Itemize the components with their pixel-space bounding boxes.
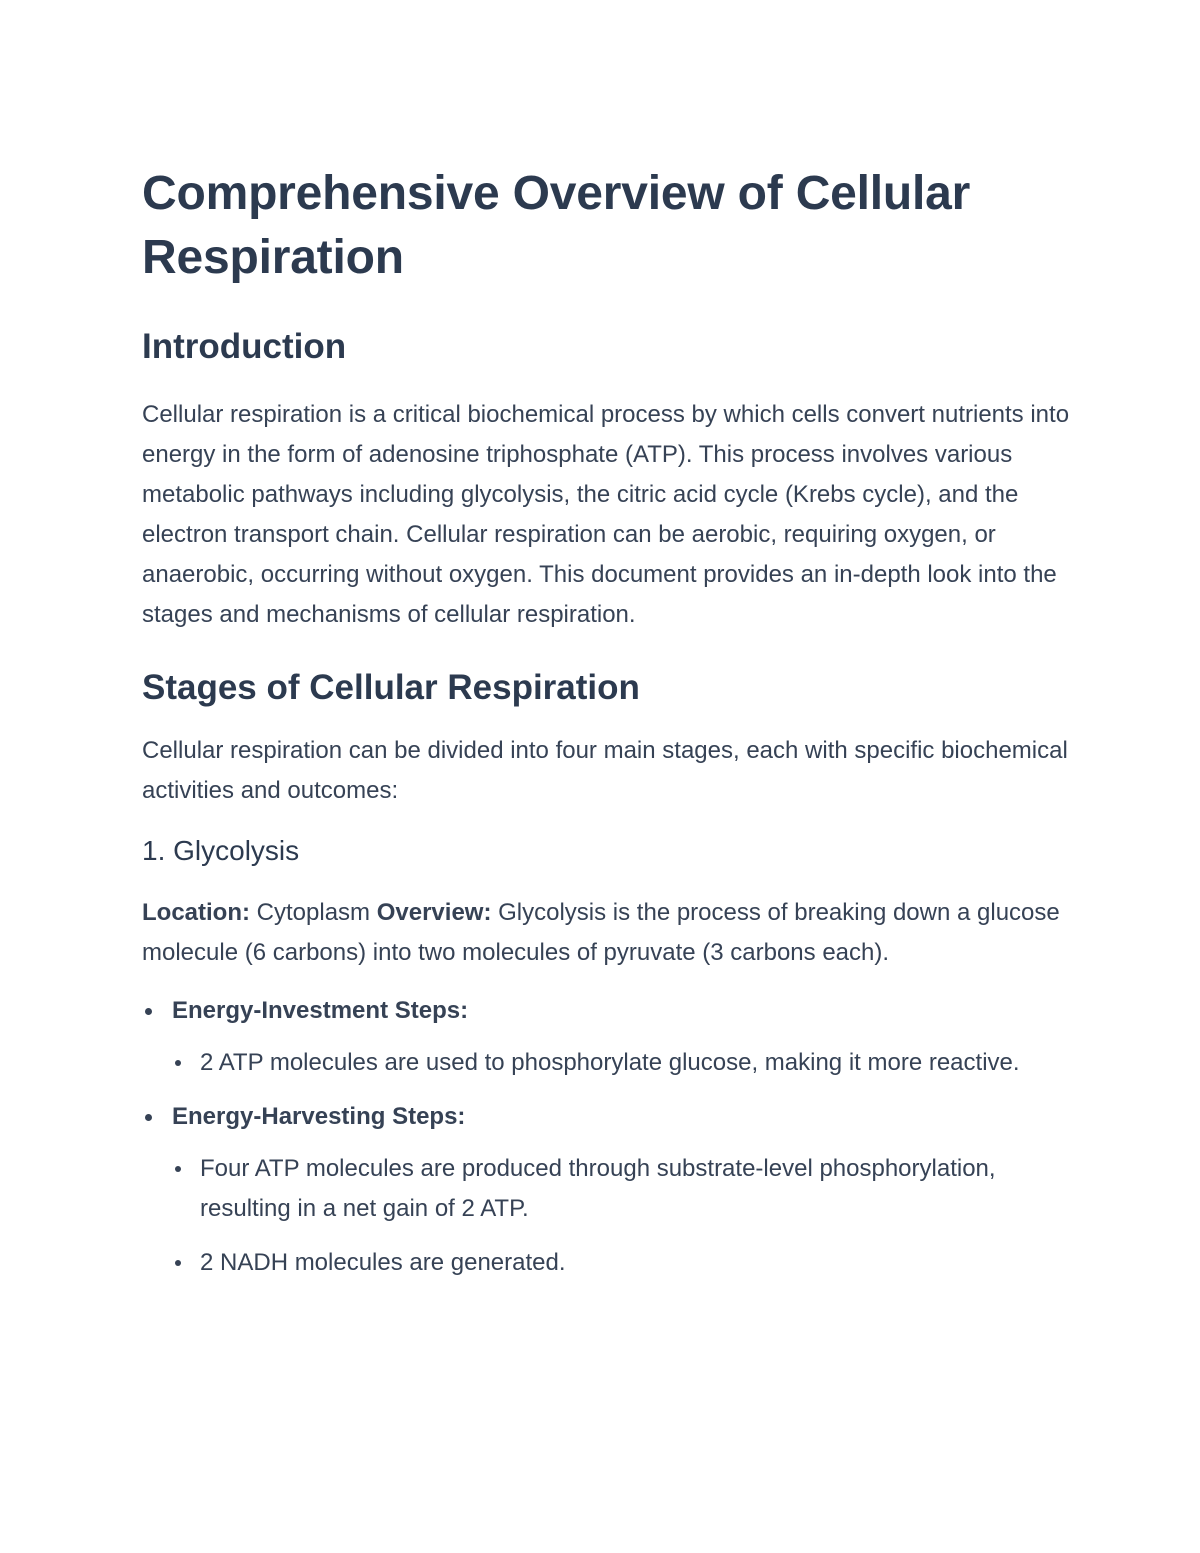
overview-label: Overview: [376, 899, 492, 926]
list-item-text: 2 ATP molecules are used to phosphorylate glucose, making it more reactive. [200, 1049, 1020, 1076]
list-item [172, 1243, 1072, 1283]
list-item-energy-harvesting [142, 1097, 1072, 1283]
energy-harvesting-label: Energy-Harvesting Steps: [172, 1103, 466, 1130]
introduction-paragraph: Cellular respiration is a critical biochemical process by which cells convert nutrients into energy in the form of adenosine triphosphate (ATP). This process involves various metabolic pathways including glycolysis, the citric acid cycle (Krebs cycle), and the electron transport chain. Cellular respiration can be aerobic, requiring oxygen, or anaerobic, occurring without oxygen. This document provides an in-depth look into the stages and mechanisms of cellular respiration. [142, 401, 1070, 628]
stages-paragraph: Cellular respiration can be divided into four main stages, each with specific biochemical activities and outcomes: [142, 737, 1068, 804]
subsection-heading-glycolysis: 1. Glycolysis [142, 835, 300, 866]
document-title: Comprehensive Overview of Cellular Respiration [142, 167, 971, 284]
glycolysis-summary-paragraph [142, 893, 1072, 973]
location-value: Cytoplasm [256, 899, 371, 926]
list-item-energy-investment [142, 991, 1072, 1083]
energy-investment-label: Energy-Investment Steps: [172, 997, 469, 1024]
list-item-text: 2 NADH molecules are generated. [200, 1249, 566, 1276]
bullet-icon [175, 1260, 181, 1266]
bullet-icon [175, 1060, 181, 1066]
document-page [142, 162, 1072, 1283]
overview-value: Glycolysis is the process of breaking down a glucose molecule (6 carbons) into two molecules of pyruvate (3 carbons each). [142, 899, 1060, 966]
list-item [172, 1149, 1072, 1229]
bullet-icon [175, 1166, 181, 1172]
glycolysis-steps-list [142, 991, 1072, 1283]
bullet-icon [145, 1008, 152, 1015]
section-heading-introduction: Introduction [142, 327, 347, 366]
section-heading-stages: Stages of Cellular Respiration [142, 668, 640, 707]
list-item [172, 1043, 1072, 1083]
energy-harvesting-sublist [172, 1149, 1072, 1283]
bullet-icon [145, 1114, 152, 1121]
list-item-text: Four ATP molecules are produced through substrate-level phosphorylation, resulting in a net gain of 2 ATP. [200, 1155, 996, 1222]
energy-investment-sublist [172, 1043, 1072, 1083]
location-label: Location: [142, 899, 250, 926]
